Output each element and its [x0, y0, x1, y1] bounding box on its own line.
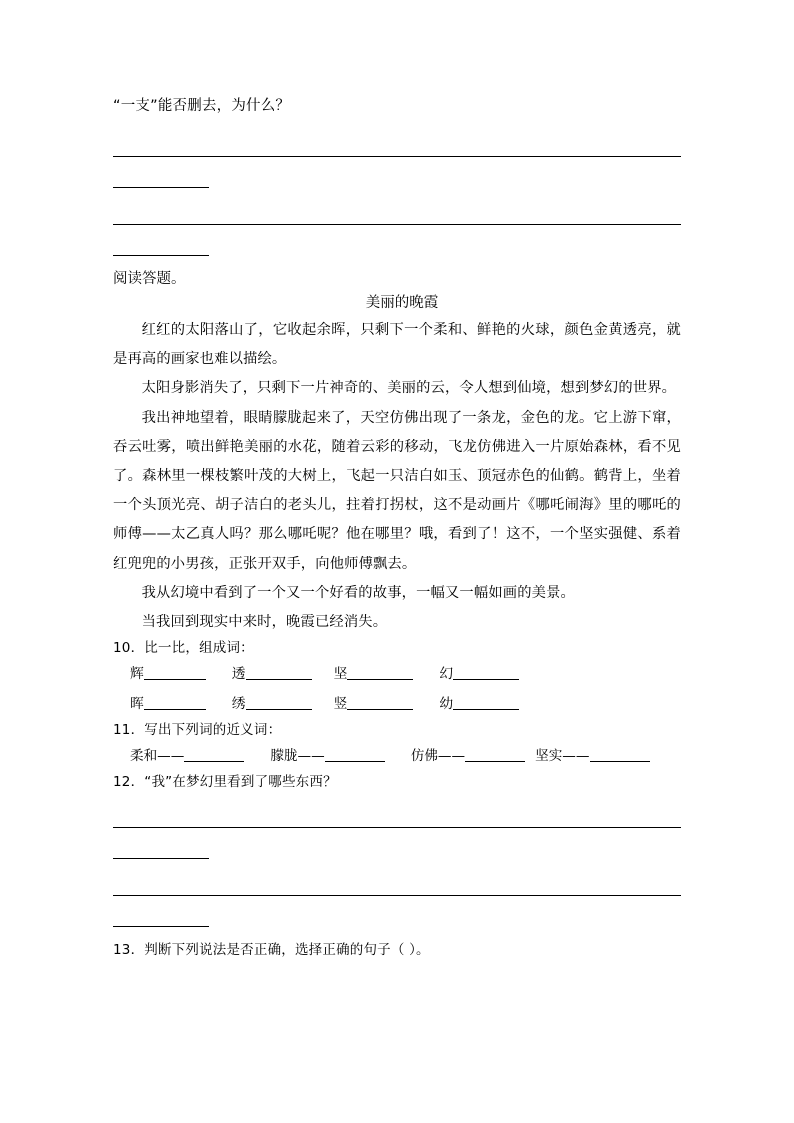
answer-lines-top-question: [113, 122, 681, 268]
reading-instruction: 阅读答题。: [113, 271, 186, 287]
synonym-word: 朦胧——: [270, 748, 325, 765]
character-label: 透: [231, 666, 246, 683]
synonym-cell-3: [411, 741, 525, 771]
question-11-row: [113, 741, 681, 771]
passage-title: 美丽的晚霞: [365, 295, 439, 311]
character-label: 晖: [130, 696, 144, 713]
question-13-heading: 13．判断下列说法是否正确，选择正确的句子（ ）。: [113, 942, 430, 959]
fill-blank[interactable]: [144, 695, 206, 710]
question-10-row-1: [113, 659, 681, 689]
synonym-cell-4: [535, 741, 649, 771]
fill-blank[interactable]: [144, 665, 206, 680]
passage-paragraph-5: 当我回到现实中来时，晚霞已经消失。: [141, 614, 388, 631]
passage-paragraph-1: 红红的太阳落山了，它收起余晖，只剩下一个柔和、鲜艳的火球，颜色金黄透亮，就是再高的画家也难以描绘。: [113, 322, 681, 368]
fill-blank[interactable]: [246, 695, 312, 710]
character-label: 绣: [231, 696, 246, 713]
page-content: [113, 96, 681, 961]
synonym-word: 柔和——: [130, 748, 185, 765]
passage-paragraph-2: 太阳身影消失了，只剩下一片神奇的、美丽的云，令人想到仙境，想到梦幻的世界。: [141, 380, 677, 397]
fill-blank[interactable]: [246, 665, 312, 680]
fill-cell-10-1-3: [334, 659, 414, 689]
synonym-blank[interactable]: [184, 747, 244, 762]
character-label: 幼: [439, 696, 454, 713]
synonym-word: 仿佛——: [410, 748, 466, 765]
fill-cell-10-2-3: [334, 689, 414, 719]
character-label: 竖: [333, 696, 348, 713]
character-label: 幻: [439, 666, 454, 683]
synonym-blank[interactable]: [590, 747, 650, 762]
synonym-blank[interactable]: [325, 747, 385, 762]
passage-paragraph-4: 我从幻境中看到了一个又一个好看的故事，一幅又一幅如画的美景。: [141, 584, 575, 601]
fill-cell-10-2-1: [130, 689, 206, 719]
fill-cell-10-1-1: [130, 659, 206, 689]
fill-blank[interactable]: [347, 695, 413, 710]
fill-cell-10-1-2: [232, 659, 312, 689]
fill-cell-10-2-4: [439, 689, 519, 719]
question-12-heading: 12．“我”在梦幻里看到了哪些东西？: [113, 774, 337, 791]
synonym-cell-2: [270, 741, 384, 771]
fill-cell-10-1-4: [439, 659, 519, 689]
character-label: 坚: [333, 666, 348, 683]
synonym-blank[interactable]: [465, 747, 525, 762]
passage-paragraph-3: 我出神地望着，眼睛朦胧起来了，天空仿佛出现了一条龙，金色的龙。它上游下窜，吞云吐雾，喷出鲜艳美丽的水花，随着云彩的移动，飞龙仿佛进入一片原始森林，看不见了。森林里一棵枝繁叶茂的大树上，飞起一只洁白如玉、顶冠赤色的仙鹤。鹤背上，坐着一个头顶光亮、胡子洁白的老头儿，拄着打拐杖，这不是动画片《哪吒闹海》里的哪吒的师傅——太乙真人吗？那么哪吒呢？他在哪里？哦，看到了！这不，一个坚实强健、系着红兜兜的小男孩，正张开双手，向他师傅飘去。: [113, 409, 681, 572]
fill-blank[interactable]: [453, 695, 519, 710]
answer-lines-question-12: [113, 793, 681, 939]
fill-blank[interactable]: [453, 665, 519, 680]
question-10-row-2: [113, 689, 681, 719]
top-question-text: “一支”能否删去，为什么？: [113, 98, 291, 114]
fill-blank[interactable]: [347, 665, 413, 680]
question-10-heading: 10．比一比，组成词：: [113, 640, 254, 657]
fill-cell-10-2-2: [232, 689, 312, 719]
character-label: 辉: [130, 666, 144, 683]
synonym-word: 坚实——: [535, 748, 590, 765]
synonym-cell-1: [130, 741, 244, 771]
question-11-heading: 11．写出下列词的近义词：: [113, 722, 282, 739]
